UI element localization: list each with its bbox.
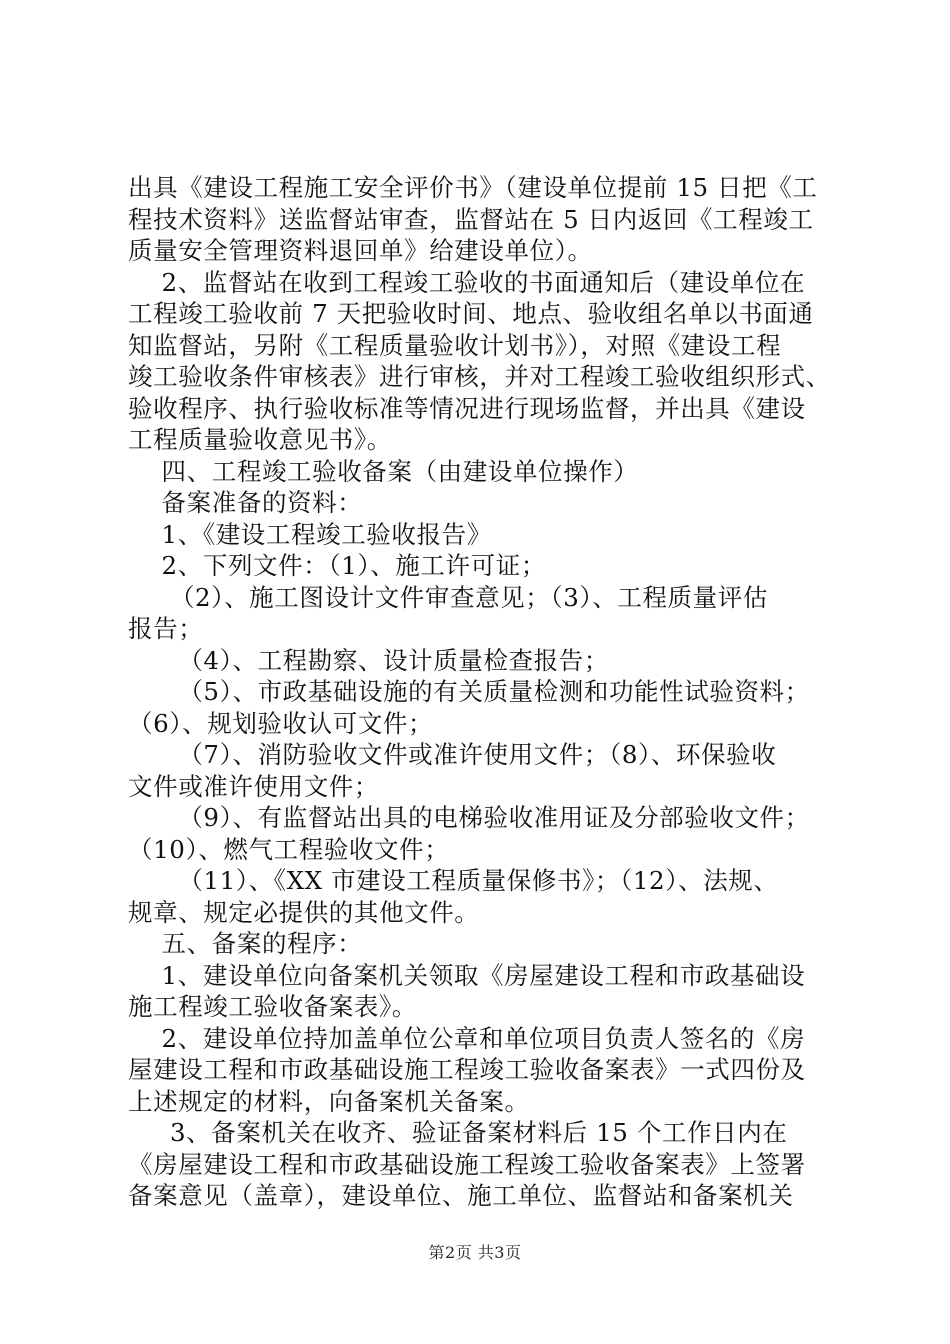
text-line: （2）、施工图设计文件审查意见；（3）、工程质量评估 — [128, 582, 768, 612]
text-line: （4）、工程勘察、设计质量检查报告； — [128, 645, 609, 675]
text-line: 施工程竣工验收备案表》。 — [128, 992, 417, 1021]
text-line: 2、监督站在收到工程竣工验收的书面通知后（建设单位在 — [128, 267, 806, 297]
text-line: 报告； — [128, 614, 204, 643]
text-line: 2、下列文件：（1）、施工许可证； — [128, 551, 546, 580]
text-line: 上述规定的材料，向备案机关备案。 — [128, 1086, 530, 1116]
text-line: 3、备案机关在收齐、验证备案材料后 15 个工作日内在 — [128, 1118, 788, 1147]
text-line: 质量安全管理资料退回单》给建设单位）。 — [128, 236, 593, 265]
text-line: 工程竣工验收前 7 天把验收时间、地点、验收组名单以书面通 — [128, 299, 814, 328]
text-line: 规章、规定必提供的其他文件。 — [128, 897, 480, 927]
text-line: 知监督站，另附《工程质量验收计划书》），对照《建设工程 — [128, 330, 782, 360]
text-line: 出具《建设工程施工安全评价书》（建设单位提前 15 日把《工 — [128, 173, 818, 202]
text-line: （7）、消防验收文件或准许使用文件；（8）、环保验收 — [128, 740, 777, 769]
text-line: （6）、规划验收认可文件； — [128, 708, 434, 738]
text-line: 《房屋建设工程和市政基础设施工程竣工验收备案表》上签署 — [128, 1149, 806, 1179]
page-footer: 第2页 共3页 — [428, 1243, 522, 1262]
text-line: 竣工验收条件审核表》进行审核，并对工程竣工验收组织形式、 — [128, 362, 831, 391]
text-line: （5）、市政基础设施的有关质量检测和功能性试验资料； — [128, 677, 810, 706]
text-line: 备案意见（盖章），建设单位、施工单位、监督站和备案机关 — [128, 1181, 794, 1210]
text-line: 验收程序、执行验收标准等情况进行现场监督，并出具《建设 — [128, 393, 806, 423]
text-line: 工程质量验收意见书》。 — [128, 425, 392, 454]
text-line: 程技术资料》送监督站审查，监督站在 5 日内返回《工程竣工 — [128, 204, 814, 234]
text-line: （10）、燃气工程验收文件； — [128, 834, 450, 864]
text-line: 1、建设单位向备案机关领取《房屋建设工程和市政基础设 — [128, 960, 806, 990]
text-line: 2、建设单位持加盖单位公章和单位项目负责人签名的《房 — [128, 1023, 806, 1053]
text-line: （9）、有监督站出具的电梯验收准用证及分部验收文件； — [128, 803, 810, 832]
text-line: 1、《建设工程竣工验收报告》 — [128, 519, 492, 549]
text-line: 文件或准许使用文件； — [128, 771, 379, 801]
section-heading: 五、备案的程序： — [128, 929, 363, 958]
text-line: 屋建设工程和市政基础设施工程竣工验收备案表》一式四份及 — [128, 1055, 806, 1084]
text-line: 备案准备的资料： — [128, 488, 363, 517]
text-line: （11）、《XX 市建设工程质量保修书》；（12）、法规、 — [128, 866, 779, 895]
section-heading: 四、工程竣工验收备案（由建设单位操作） — [128, 456, 639, 486]
document-body — [128, 172, 834, 1212]
